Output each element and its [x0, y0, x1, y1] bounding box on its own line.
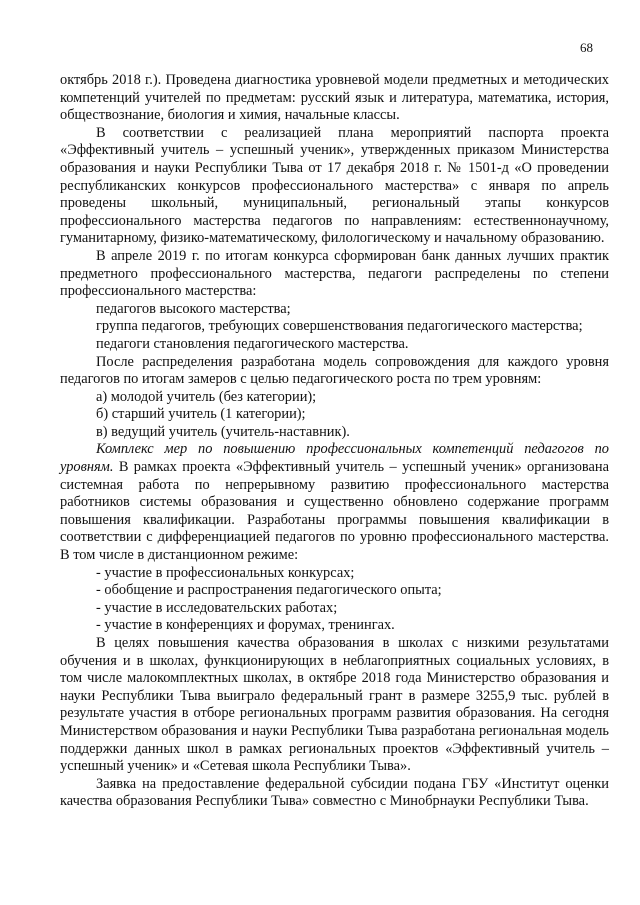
- remote-activity-item: - участие в профессиональных конкурсах;: [96, 564, 355, 581]
- mastery-level-item: педагогов высокого мастерства;: [96, 300, 291, 317]
- teacher-level-item: б) старший учитель (1 категории);: [96, 406, 306, 423]
- measures-heading: Комплекс мер по повышению профессиональных компетенций педагогов по уровням.: [60, 441, 609, 476]
- measures-text: В рамках проекта «Эффективный учитель – успешный ученик» организована системная работа по непрерывному развитию профессионального мастерства работников системы образования и существенно обновлено содержание программ повышения квалификации. Разработаны программы повышения квалификации в соответствии с дифференциацией педагогов по уровню профессионального мастерства. В том числе в дистанционном режиме:: [60, 459, 609, 564]
- paragraph-measures: [60, 441, 609, 564]
- remote-activity-item: - участие в конференциях и форумах, тренингах.: [96, 617, 395, 634]
- remote-activity-item: - обобщение и распространения педагогического опыта;: [96, 582, 442, 599]
- teacher-level-item: а) молодой учитель (без категории);: [96, 388, 317, 405]
- teacher-level-item: в) ведущий учитель (учитель-наставник).: [96, 423, 350, 440]
- paragraph-contests: В соответствии с реализацией плана мероприятий паспорта проекта «Эффективный учитель – успешный ученик», утвержденных приказом Министерства образования и науки Республики Тыва от 17 декабря 2018 г. № 1501-д «О проведении республиканских конкурсов профессионального мастерства» с января по апрель проведены школьный, муниципальный, региональный этапы конкурсов профессионального мастерства педагогов по направлениям: естественнонаучному, гуманитарному, физико-математическому, филологическому и начальному образованию.: [60, 124, 609, 247]
- paragraph-grant: В целях повышения качества образования в школах с низкими результатами обучения и в школах, функционирующих в неблагоприятных социальных условиях, в том числе малокомплектных школах, в октябре 2018 года Министерство образования и науки Республики Тыва выиграло федеральный грант в размере 3255,9 тыс. рублей в результате участия в отборе региональных программ развития образования. На сегодня Министерством образования и науки Республики Тыва разработана региональная модель поддержки данных школ в рамках региональных проектов «Эффективный учитель – успешный ученик» и «Сетевая школа Республики Тыва».: [60, 635, 609, 775]
- mastery-level-item: группа педагогов, требующих совершенствования педагогического мастерства;: [96, 318, 583, 335]
- remote-activity-item: - участие в исследовательских работах;: [96, 599, 338, 616]
- paragraph-application: Заявка на предоставление федеральной субсидии подана ГБУ «Институт оценки качества образования Республики Тыва» совместно с Минобрнауки Республики Тыва.: [60, 775, 609, 810]
- paragraph-support-model: После распределения разработана модель сопровождения для каждого уровня педагогов по итогам замеров с целью педагогического роста по трем уровням:: [60, 353, 609, 388]
- document-body: [60, 72, 609, 811]
- mastery-level-item: педагоги становления педагогического мастерства.: [96, 335, 409, 352]
- paragraph-diagnostics: октябрь 2018 г.). Проведена диагностика уровневой модели предметных и методических компетенций учителей по предметам: русский язык и литература, математика, история, обществознание, биология и химия, начальные классы.: [60, 72, 609, 124]
- paragraph-databank: В апреле 2019 г. по итогам конкурса сформирован банк данных лучших практик предметного профессионального мастерства, педагоги распределены по степени профессионального мастерства:: [60, 247, 609, 300]
- page-number: 68: [580, 40, 593, 55]
